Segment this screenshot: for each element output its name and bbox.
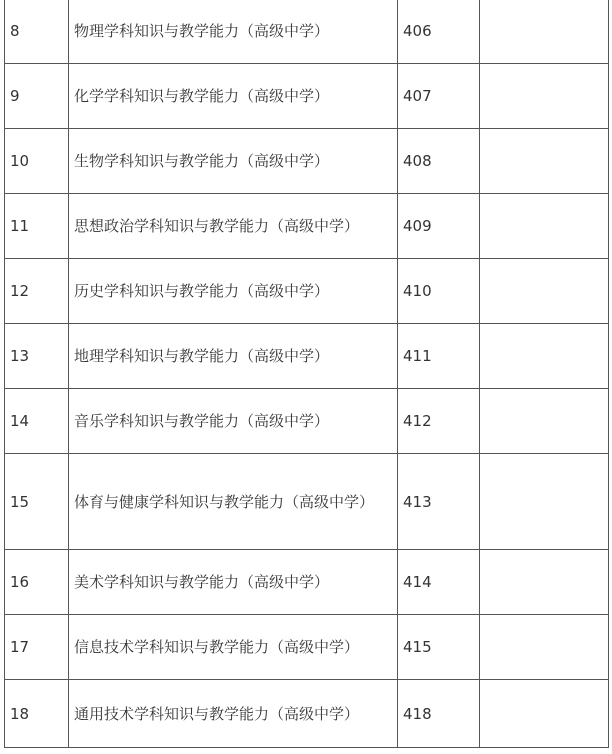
- row-number: 10: [5, 129, 69, 194]
- subject-code: 414: [398, 550, 480, 615]
- subject-name: 生物学科知识与教学能力（高级中学）: [69, 129, 398, 194]
- table-row: [5, 259, 609, 324]
- subject-table: [4, 0, 609, 748]
- note-cell: [480, 550, 609, 615]
- subject-code: 412: [398, 389, 480, 454]
- table-row: [5, 194, 609, 259]
- subject-code: 407: [398, 64, 480, 129]
- note-cell: [480, 324, 609, 389]
- row-number: 8: [5, 0, 69, 64]
- note-cell: [480, 454, 609, 550]
- subject-code: 415: [398, 615, 480, 680]
- row-number: 13: [5, 324, 69, 389]
- note-cell: [480, 129, 609, 194]
- note-cell: [480, 64, 609, 129]
- subject-name: 信息技术学科知识与教学能力（高级中学）: [69, 615, 398, 680]
- row-number: 16: [5, 550, 69, 615]
- table-row: [5, 129, 609, 194]
- subject-code: 408: [398, 129, 480, 194]
- subject-code: 418: [398, 680, 480, 748]
- table-row: [5, 550, 609, 615]
- table-row: [5, 615, 609, 680]
- subject-name: 历史学科知识与教学能力（高级中学）: [69, 259, 398, 324]
- subject-name: 体育与健康学科知识与教学能力（高级中学）: [69, 454, 398, 550]
- subject-code: 413: [398, 454, 480, 550]
- subject-code: 409: [398, 194, 480, 259]
- table-row: [5, 0, 609, 64]
- row-number: 9: [5, 64, 69, 129]
- row-number: 14: [5, 389, 69, 454]
- note-cell: [480, 0, 609, 64]
- subject-name: 思想政治学科知识与教学能力（高级中学）: [69, 194, 398, 259]
- subject-name: 音乐学科知识与教学能力（高级中学）: [69, 389, 398, 454]
- table-row: [5, 680, 609, 748]
- table-row: [5, 454, 609, 550]
- subject-code: 406: [398, 0, 480, 64]
- table-row: [5, 324, 609, 389]
- row-number: 12: [5, 259, 69, 324]
- subject-code: 411: [398, 324, 480, 389]
- note-cell: [480, 194, 609, 259]
- subject-code: 410: [398, 259, 480, 324]
- subject-name: 美术学科知识与教学能力（高级中学）: [69, 550, 398, 615]
- subject-name: 地理学科知识与教学能力（高级中学）: [69, 324, 398, 389]
- note-cell: [480, 680, 609, 748]
- subject-name: 物理学科知识与教学能力（高级中学）: [69, 0, 398, 64]
- subject-name: 通用技术学科知识与教学能力（高级中学）: [69, 680, 398, 748]
- table-row: [5, 64, 609, 129]
- row-number: 15: [5, 454, 69, 550]
- row-number: 17: [5, 615, 69, 680]
- subject-name: 化学学科知识与教学能力（高级中学）: [69, 64, 398, 129]
- note-cell: [480, 389, 609, 454]
- note-cell: [480, 259, 609, 324]
- table-row: [5, 389, 609, 454]
- row-number: 11: [5, 194, 69, 259]
- row-number: 18: [5, 680, 69, 748]
- note-cell: [480, 615, 609, 680]
